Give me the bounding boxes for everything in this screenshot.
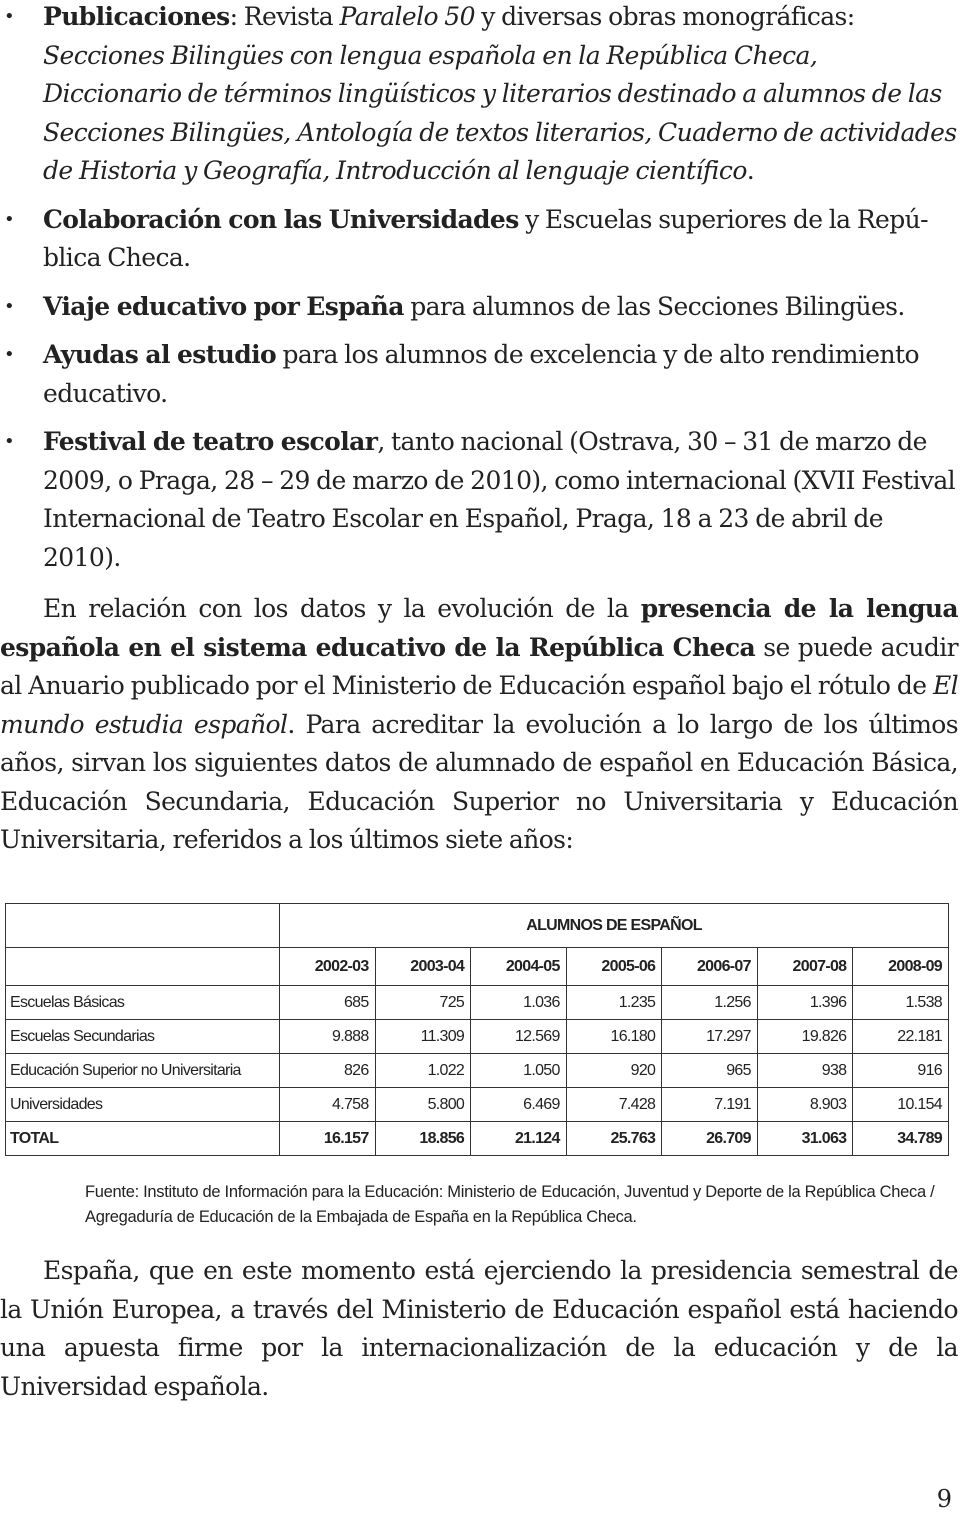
row-label: Escuelas Básicas [6, 986, 280, 1020]
table-cell: 965 [662, 1054, 758, 1088]
list-item-viaje [0, 288, 960, 327]
item-lead: Viaje educativo por España [43, 291, 404, 321]
paragraph-italic: El mundo estudia español [0, 671, 958, 739]
table-cell: 938 [757, 1054, 853, 1088]
table-cell: 4.758 [280, 1088, 376, 1122]
list-item-festival [0, 423, 960, 577]
table-cell: 920 [566, 1054, 662, 1088]
paragraph-presence [0, 590, 958, 860]
activities-list [0, 0, 960, 577]
item-lead: Ayudas al estudio [43, 340, 277, 369]
paragraph-text: . Para acreditar la evolución a lo largo de los últimos años, sirvan los siguientes datos de alumnado de español en Educación Básica, Educación Secundaria, Educación Superior no Universitaria y Educación Universitaria, referidos a los últimos siete años: [0, 709, 958, 854]
table-row [6, 1088, 949, 1122]
table-cell: 21.124 [471, 1122, 567, 1156]
years-header-row [6, 948, 949, 986]
table-row [6, 1020, 949, 1054]
table-cell: 26.709 [662, 1122, 758, 1156]
table-cell: 1.050 [471, 1054, 567, 1088]
table-cell: 725 [375, 986, 471, 1020]
table-title: ALUMNOS DE ESPAÑOL [280, 904, 949, 948]
page-number: 9 [936, 1485, 952, 1513]
table-row [6, 986, 949, 1020]
table-cell: 8.903 [757, 1088, 853, 1122]
item-text: para alumnos de las Secciones Bilingües. [403, 291, 905, 321]
table-cell: 1.538 [853, 986, 949, 1020]
item-text: , tanto nacional (Ostrava, 30 – 31 de marzo de 2009, o Praga, 28 – 29 de marzo de 2010), como internacional (XVII Festival Internacional de Teatro Escolar en Español, Praga, 18 a 23 de abril de 2010). [43, 427, 956, 572]
table-cell: 18.856 [375, 1122, 471, 1156]
year-header: 2003-04 [375, 948, 471, 986]
item-text: para los alumnos de excelencia y de alto rendimiento educativo. [43, 340, 919, 408]
year-header: 2007-08 [757, 948, 853, 986]
table-cell: 1.022 [375, 1054, 471, 1088]
year-header: 2008-09 [853, 948, 949, 986]
table-cell: 916 [853, 1054, 949, 1088]
table-cell: 1.256 [662, 986, 758, 1020]
row-label: Universidades [6, 1088, 280, 1122]
table-cell: 5.800 [375, 1088, 471, 1122]
table-cell: 7.191 [662, 1088, 758, 1122]
paragraph-bold: presencia de la lengua española en el sistema educativo de la República Checa [0, 594, 959, 662]
table-total-row [6, 1122, 949, 1156]
year-header: 2004-05 [471, 948, 567, 986]
table-cell: 25.763 [566, 1122, 662, 1156]
item-italic: Secciones Bilingües con lengua española en la República Checa, Diccionario de términos lingüísticos y literarios destinado a alumnos de las Secciones Bilingües, Antología de textos literarios, Cuaderno de actividades de Historia y Geografía, Introducción al lenguaje científico [43, 40, 957, 185]
row-label: TOTAL [6, 1122, 280, 1156]
table-source-note: Fuente: Instituto de Información para la Educación: Ministerio de Educación, Juventud y Deporte de la República Checa / Agregaduría de Educación de la Embajada de España en la República Checa. [85, 1183, 935, 1226]
table-cell: 1.396 [757, 986, 853, 1020]
table-cell: 31.063 [757, 1122, 853, 1156]
table-cell: 11.309 [375, 1020, 471, 1054]
item-text: y diversas obras monográficas: [474, 2, 855, 31]
table-header-row [6, 904, 949, 948]
table-cell: 22.181 [853, 1020, 949, 1054]
item-lead: Festival de teatro escolar [43, 427, 378, 456]
item-text: y Escuelas superiores de la República Checa. [43, 204, 929, 272]
list-item-colaboracion [0, 201, 960, 278]
empty-corner-cell [6, 904, 280, 948]
students-table [5, 903, 949, 1156]
table-cell: 16.180 [566, 1020, 662, 1054]
table-cell: 19.826 [757, 1020, 853, 1054]
paragraph-text: En relación con los datos y la evolución de la [43, 594, 641, 623]
table-cell: 17.297 [662, 1020, 758, 1054]
table-row [6, 1054, 949, 1088]
table-cell: 10.154 [853, 1088, 949, 1122]
year-header: 2005-06 [566, 948, 662, 986]
year-header: 2006-07 [662, 948, 758, 986]
list-item-ayudas [0, 336, 960, 413]
table-cell: 1.235 [566, 986, 662, 1020]
table-cell: 685 [280, 986, 376, 1020]
item-lead: Colaboración con las Universidades [43, 204, 519, 234]
table-cell: 9.888 [280, 1020, 376, 1054]
paragraph-presidency: España, que en este momento está ejerciendo la presidencia semestral de la Unión Europea, a través del Ministerio de Educación español está haciendo una apuesta firme por la internacionalización de la educación y de la Universidad española. [0, 1256, 958, 1401]
item-text: : Revista [229, 2, 340, 31]
year-header: 2002-03 [280, 948, 376, 986]
item-lead: Publicaciones [43, 2, 230, 31]
table-cell: 12.569 [471, 1020, 567, 1054]
table-cell: 7.428 [566, 1088, 662, 1122]
row-label: Educación Superior no Universitaria [6, 1054, 280, 1088]
list-item-publicaciones [0, 0, 960, 191]
item-italic: Paralelo 50 [339, 2, 475, 31]
empty-corner-cell [6, 948, 280, 986]
table-cell: 1.036 [471, 986, 567, 1020]
table-cell: 34.789 [853, 1122, 949, 1156]
table-cell: 16.157 [280, 1122, 376, 1156]
table-cell: 6.469 [471, 1088, 567, 1122]
item-text: . [746, 156, 755, 185]
table-cell: 826 [280, 1054, 376, 1088]
paragraph-text: se puede acudir al Anuario publicado por el Ministerio de Educación español bajo el rótulo de [0, 632, 958, 700]
row-label: Escuelas Secundarias [6, 1020, 280, 1054]
